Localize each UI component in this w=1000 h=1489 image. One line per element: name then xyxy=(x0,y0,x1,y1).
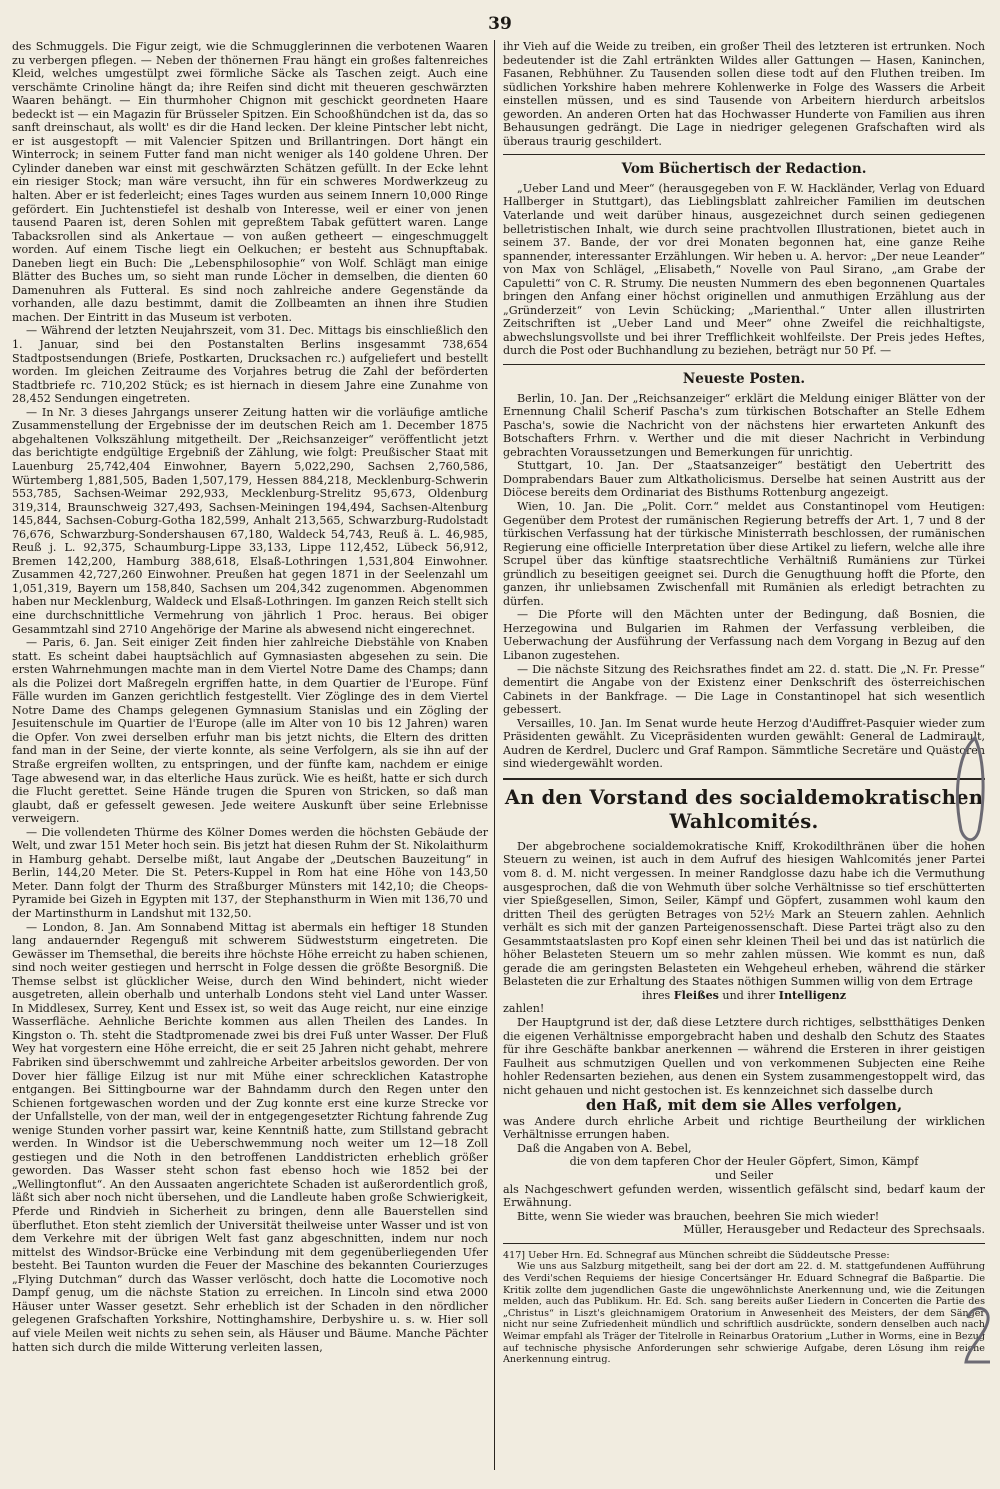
emphasis-word-1: Fleißes xyxy=(673,988,719,1002)
divider xyxy=(503,778,985,780)
article-london-flood: — London, 8. Jan. Am Sonnabend Mittag ist abermals ein heftiger 18 Stunden lang andauernder Regenguß mit schwerem Südweststurm eingetreten. Die Gewässer im Themsethal, die bereits ihre höchste Höhe erreicht zu haben schienen, sind noch weiter gestiegen und herrscht in Folge dessen die größte Besorgniß. Die Themse selbst ist glücklicher Weise, durch den Wind behindert, nicht wieder ausgetreten, allein oberhalb und unterhalb Londons steht viel Land unter Wasser. In Middlesex, Surrey, Kent und Essex ist, so weit das Auge reicht, nur eine einzige Wasserfläche. Aehnliche Berichte kommen aus allen Theilen des Landes. In Kingston o. Th. steht die Stadtpromenade zwei bis drei Fuß unter Wasser. Der Fluß Wey hat vorgestern eine Höhe erreicht, die er seit 25 Jahren nicht gehabt, mehrere Fabriken sind überschwemmt und zahlreiche Arbeiter arbeitslos geworden. Der von Dover hier fällige Eilzug ist nur mit Mühe einer schrecklichen Katastrophe entgangen. Bei Sittingbourne war der Bahndamm durch den Regen unter den Schienen fortgewaschen worden und der Zug konnte erst eine kurze Strecke vor der Unfallstelle, von der man, weil der in entgegengesetzter Richtung fahrende Zug wenige Stunden vorher passirt war, keine Kenntniß hatte, zum Stillstand gebracht werden. In Windsor ist die Ueberschwemmung noch weiter um 12—18 Zoll gestiegen und die Noth in den betroffenen Landdistricten erheblich größer geworden. Das Wasser steht schon fast ebenso hoch wie 1852 bei der „Wellingtonflut“. An den Aussaaten angerichtete Schaden ist außerordentlich groß, läßt sich aber noch nicht übersehen, und die Landleute haben große Schwierigkeit, Pferde und Rindvieh in Sicherheit zu bringen, denn alle Bauerstellen sind überfluthet. Eton steht ziemlich der Universität theilweise unter Wasser und ist von dem Verkehre mit der übrigen Welt fast ganz abgeschnitten, indem nur noch mittelst des Windsor-Brücke eine Verbindung mit dem gegenüberliegenden Ufer besteht. Bei Taunton wurden die Feuer der Maschine des bekannten Courierzuges „Flying Dutchman“ durch das Wasser verlöscht, doch hatte die Locomotive noch Dampf genug, um die nächste Station zu erreichen. In Lincoln sind etwa 2000 Häuser unter Wasser gesetzt. Sehr erheblich ist der Schaden in den nördlicher gelegenen Grafschaften Yorkshire, Nottinghamshire, Derbyshire u. s. w. Hier soll auf viele Meilen weit nichts zu sehen sein, als Häuser und Bäume. Manche Pächter hatten sich durch die milde Witterung verleiten lassen, xyxy=(12,920,488,1354)
news-vienna: Wien, 10. Jan. Die „Polit. Corr.“ meldet aus Constantinopel vom Heutigen: Gegenüber dem Protest der rumänischen Regierung betreffs der Art. 1, 7 und 8 der türkischen Verfassung hat der türkische Ministerrath beschlossen, der rumänischen Regierung eine officielle Interpretation über diese Artikel zu liefern, welche alle ihre Scrupel über das künftige staatsrechtliche Verhältniß Rumäniens zur Türkei gründlich zu beseitigen geeignet sei. Durch die Genugthuung hofft die Pforte, den ganzen, ihr unliebsamen Zwischenfall mit Rumänien als erledigt betrachten zu dürfen. xyxy=(503,499,985,608)
article-smuggling-museum: des Schmuggels. Die Figur zeigt, wie die Schmugglerinnen die verbotenen Waaren zu verbergen pflegen. — Neben der thönernen Frau hängt ein großes faltenreiches Kleid, welches umgestülpt zwei förmliche Säcke als Taschen zeigt. Auch eine verschämte Crinoline hängt da; ihre Reifen sind dicht mit theueren geschwärzten Waaren behängt. — Ein thurmhoher Chignon mit geschickt geordneten Haare bedeckt ist — ein Magazin für Brüsseler Spitzen. Ein Schooßhündchen ist da, das so sanft dreinschaut, als wollt' es dir die Hand lecken. Der kleine Pintscher lebt nicht, er ist ausgestopft — mit Valencier Spitzen und Brillantringen. Dort hängt ein Winterrock; in seinem Futter fand man nicht weniger als 140 goldene Uhren. Der Cylinder daneben war einst mit geschwärzten Schätzen gefüllt. In der Ecke lehnt ein riesiger Stock; man wäre versucht, ihn für ein schweres Mordwerkzeug zu halten. Aber er ist federleicht; eines Tages wurden aus seinem Innern 10,000 Ringe gefördert. Ein Juchtenstiefel ist deshalb von Interesse, weil er einer von jenen tausend Paaren ist, deren Sohlen mit gepreßtem Tabak gefüttert waren. Lange Tabacksrollen sind als Ankertaue — von außen getheert — eingeschmuggelt worden. Auf einem Tische liegt ein Oelkuchen; er besteht aus Schnupftabak. Daneben liegt ein Buch: Die „Lebensphilosophie“ von Wolf. Schlägt man einige Blätter des Buches um, so sieht man runde Löcher in demselben, die dienten 60 Damenuhren als Futteral. Es sind noch zahlreiche andere Gegenstände da vorhanden, alle dazu bestimmt, damit die Zollbeamten an ihnen ihre Studien machen. Der Eintritt in das Museum ist verboten. xyxy=(12,40,488,324)
letter-body-6: und Seiler xyxy=(714,1169,774,1183)
letter-body-8: Bitte, wenn Sie wieder was brauchen, beehren Sie mich wieder! xyxy=(517,1209,880,1223)
notice-schnegraf-body: Wie uns aus Salzburg mitgetheilt, sang bei der dort am 22. d. M. stattgefundenen Aufführung des Verdi'schen Requiems der hiesige Concertsänger Hr. Eduard Schnegraf die Baßpartie. Die Kritik zollte dem jugendlichen Gaste die ungewöhnlichste Anerkennung und, wie die Zeitungen melden, auch das Publikum. Hr. Ed. Sch. sang bereits außer Liedern in Concerten die Partie des „Christus“ in Liszt's gleichnamigem Oratorium in Anwesenheit des Meisters, der dem Sänger nicht nur seine Zufriedenheit mündlich und schriftlich ausdrückte, sondern denselben auch nach Weimar empfahl als Träger der Titelrolle in Reinarbus Oratorium „Luther in Worms, eine in Bezug auf technische physische Anforderungen sehr schwierige Aufgabe, deren Lösung ihm reiche Anerkennung eintrug. xyxy=(503,1261,985,1366)
divider xyxy=(503,364,985,365)
heading-books: Vom Büchertisch der Redaction. xyxy=(621,161,867,178)
article-census: — In Nr. 3 dieses Jahrgangs unserer Zeitung hatten wir die vorläufige amtliche Zusammenstellung der Ergebnisse der im deutschen Reich am 1. December 1875 abgehaltenen Volkszählung mitgetheilt. Der „Reichsanzeiger“ veröffentlicht jetzt das berichtigte endgültige Ergebniß der Zählung, wie folgt: Preußischer Staat mit Lauenburg 25,742,404 Einwohner, Bayern 5,022,290, Sachsen 2,760,586, Würtemberg 1,881,505, Baden 1,507,179, Hessen 884,218, Mecklenburg-Schwerin 553,785, Sachsen-Weimar 292,933, Mecklenburg-Strelitz 95,673, Oldenburg 319,314, Braunschweig 327,493, Sachsen-Meiningen 194,494, Sachsen-Altenburg 145,844, Sachsen-Coburg-Gotha 182,599, Anhalt 213,565, Schwarzburg-Rudolstadt 76,676, Schwarzburg-Sondershausen 67,180, Waldeck 54,743, Reuß ä. L. 46,985, Reuß j. L. 92,375, Schaumburg-Lippe 33,133, Lippe 112,452, Lübeck 56,912, Bremen 142,200, Hamburg 388,618, Elsaß-Lothringen 1,531,804 Einwohner. Zusammen 42,727,260 Einwohner. Preußen hat gegen 1871 in der Seelenzahl um 1,051,319, Bayern um 158,840, Sachsen um 204,342 zugenommen. Abgenommen haben nur Mecklenburg, Waldeck und Elsaß-Lothringen. Im ganzen Reich stellt sich eine durchschnittliche Vermehrung von jährlich 1 Proc. heraus. Bei obiger Gesammtzahl sind 2710 Angehörige der Marine als abwesend nicht eingerechnet. xyxy=(12,405,488,636)
emphasis-join: und ihrer xyxy=(722,988,776,1002)
heading-open-letter: An den Vorstand des socialdemokratischen Wahlcomités. xyxy=(504,785,984,833)
page-number: 39 xyxy=(488,14,512,34)
handwritten-number-icon xyxy=(962,1300,998,1380)
news-stuttgart: Stuttgart, 10. Jan. Der „Staatsanzeiger“ bestätigt den Uebertritt des Domprabendars Bauer zum Altkatholicismus. Derselbe hat seinen Austritt aus der Diöcese bereits dem Ordinariat des Bisthums Rottenburg angezeigt. xyxy=(503,459,985,500)
letter-body-3: was Andere durch ehrliche Arbeit und richtige Beurtheilung der wirklichen Verhältnisse errungen haben. xyxy=(503,1114,985,1142)
news-berlin: Berlin, 10. Jan. Der „Reichsanzeiger“ erklärt die Meldung einiger Blätter von der Ernennung Chalil Scherif Pascha's zum türkischen Botschafter an Stelle Edhem Pascha's, sowie die Nachricht von der nächstens hier erwarteten Ankunft des Botschafters Frhrn. v. Werther und die mit dieser Nachricht in Verbindung gebrachten Voraussetzungen und Bemerkungen für unrichtig. xyxy=(503,391,985,459)
letter-body-1: Der abgebrochene socialdemokratische Kniff, Krokodilthränen über die hohen Steuern zu weinen, ist auch in dem Aufruf des hiesigen Wahlcomités jener Partei vom 8. d. M. nicht vergessen. In meiner Randglosse dazu habe ich die Vermuthung ausgesprochen, daß die von Wehmuth über solche Verhältnisse so tief erschütterten vier Spießgesellen, Simon, Seiler, Kämpf und Göpfert, zusammen wohl kaum den dritten Theil des gerügten Betrages von 52½ Mark an Steuern zahlen. Aehnlich verhält es sich mit der ganzen Parteigenossenschaft. Diese Partei trägt also zu den Gesammtstaatslasten pro Kopf einen sehr kleinen Theil bei und das ist natürlich die höher Belasteten Steuern um so mehr zahlen müssen. Wie kommt es nun, daß gerade die am geringsten Belasteten ein Wehgeheul erheben, während die stärker Belasteten die zur Erhaltung des Staates nöthigen Summen willig von dem Ertrage xyxy=(503,839,985,989)
letter-body-7: als Nachgeschwert gefunden werden, wissentlich gefälscht sind, bedarf kaum der Erwähnung. xyxy=(503,1182,985,1210)
emphasis-prefix: ihres xyxy=(641,988,671,1002)
news-versailles: Versailles, 10. Jan. Im Senat wurde heute Herzog d'Audiffret-Pasquier wieder zum Präsidenten gewählt. Zu Vicepräsidenten wurden gewählt: General de Ladmirault, Audren de Kerdrel, Duclerc und Graf Rampon. Sämmtliche Secretäre und Quästoren sind wiedergewählt worden. xyxy=(503,716,985,771)
signature: Müller, Herausgeber und Redacteur des Sprechsaals. xyxy=(683,1223,985,1237)
article-cologne-cathedral: — Die vollendeten Thürme des Kölner Domes werden die höchsten Gebäude der Welt, und zwar 151 Meter hoch sein. Bis jetzt hat diesen Ruhm der St. Nikolaithurm in Hamburg gehabt. Derselbe mißt, laut Angabe der „Deutschen Bauzeitung“ in Berlin, 144,20 Meter. Die St. Peters-Kuppel in Rom hat eine Höhe von 143,50 Meter. Dann folgt der Thurm des Straßburger Münsters mit 142,10; die Cheops-Pyramide bei Gizeh in Egypten mit 137, der Stephansthurm in Wien mit 136,70 und der Martinsthurm in Landshut mit 132,50. xyxy=(12,825,488,920)
article-book-review: „Ueber Land und Meer“ (herausgegeben von F. W. Hackländer, Verlag von Eduard Hallberger in Stuttgart), das Lieblingsblatt zahlreicher Familien im deutschen Vaterlande und weit darüber hinaus, ausgezeichnet durch seinen gediegenen belletristischen Inhalt, wie durch seine prachtvollen Illustrationen, bietet auch in seinem 37. Bande, der vor drei Monaten begonnen hat, eine ganze Reihe spannender, interessanter Erzählungen. Wir heben u. A. hervor: „Der neue Leander“ von Max von Schlägel, „Elisabeth,“ Novelle von Paul Sirano, „am Grabe der Capuletti“ von C. R. Strumy. Die neusten Nummern des eben begonnenen Quartales bringen den Anfang einer höchst originellen und anmuthigen Erzählung aus der „Gründerzeit“ von Levin Schücking; „Marienthal.“ Unter allen illustrirten Zeitschriften ist „Ueber Land und Meer“ ohne Zweifel die reichhaltigste, abwechslungsvollste und bei ihrer Trefflichkeit wohlfeilste. Der Preis jedes Heftes, durch die Post oder Buchhandlung zu beziehen, beträgt nur 50 Pf. — xyxy=(503,181,985,358)
news-porte: — Die Pforte will den Mächten unter der Bedingung, daß Bosnien, die Herzegowina und Bulgarien im Rahmen der Verfassung verbleiben, die Ueberwachung der Ausführung der Verfassung nach dem Vorgang in Bezug auf den Libanon zugestehen. xyxy=(503,608,985,662)
letter-zahlen: zahlen! xyxy=(503,1002,545,1016)
divider xyxy=(503,1243,985,1244)
news-reichsrath: — Die nächste Sitzung des Reichsrathes findet am 22. d. statt. Die „N. Fr. Presse“ dementirt die Angabe von der Existenz einer Denkschrift des österreichischen Cabinets in der Bankfrage. — Die Lage in Constantinopel hat sich wesentlich gebessert. xyxy=(503,662,985,717)
letter-hate-line: den Haß, mit dem sie Alles verfolgen, xyxy=(585,1096,903,1115)
column-divider xyxy=(494,40,495,1470)
divider xyxy=(503,154,985,155)
notice-schnegraf-intro: 417] Ueber Hrn. Ed. Schnegraf aus München schreibt die Süddeutsche Presse: xyxy=(503,1249,890,1261)
letter-body-4: Daß die Angaben von A. Bebel, xyxy=(517,1141,692,1155)
letter-emphasis xyxy=(503,989,985,1003)
article-flood-continued: ihr Vieh auf die Weide zu treiben, ein großer Theil des letzteren ist ertrunken. Noch bedeutender ist die Zahl ertränkten Wildes aller Gattungen — Hasen, Kaninchen, Fasanen, Rebhühner. Zu Tausenden sollen diese todt auf den Fluthen treiben. Im südlichen Yorkshire haben mehrere Kohlenwerke in Folge des Wassers die Arbeit einstellen müssen, und es sind Tausende von Arbeitern hierdurch arbeitslos geworden. An anderen Orten hat das Hochwasser Hunderte von Familien aus ihren Behausungen gedrängt. Die Lage in niedriger gelegenen Grafschaften wird als überaus traurig geschildert. xyxy=(503,40,985,148)
right-column xyxy=(503,40,985,1470)
left-column xyxy=(12,40,488,1470)
emphasis-word-2: Intelligenz xyxy=(778,988,847,1002)
pencil-mark-icon xyxy=(945,730,997,850)
article-paris: — Paris, 6. Jan. Seit einiger Zeit finden hier zahlreiche Diebstähle von Knaben statt. Es scheint dabei hauptsächlich auf Gymnasiasten abgesehen zu sein. Die ersten Wahrnehmungen machte man in dem Viertel Notre Dame des Champs; dann als die Polizei dort Maßregeln ergriffen hatte, in dem Quartier de l'Europe. Fünf Fälle wurden im Ganzen gerichtlich festgestellt. Vier Zöglinge des in dem Viertel Notre Dame des Champs gelegenen Gymnasium Stanislas und ein Zögling der Jesuitenschule im Quartier de l'Europe (alle im Alter von 10 bis 12 Jahren) waren die Opfer. Von zwei derselben erfuhr man bis jetzt nichts, die Eltern des dritten fand man in der Seine, der vierte konnte, als seine Verfolgern, als sie ihn auf der Straße ergreifen wollten, zu entspringen, und der fünfte kam, nachdem er einige Tage abwesend war, in das elterliche Haus zurück. Wie es heißt, hatte er sich durch die Flucht gerettet. Seine Hände trugen die Spuren von Stricken, so daß man glaubt, daß er gefesselt gewesen. Jede weitere Auskunft über seine Erlebnisse verweigern. xyxy=(12,636,488,826)
letter-body-2: Der Hauptgrund ist der, daß diese Letztere durch richtiges, selbstthätiges Denken die eigenen Verhältnisse emporgebracht haben und deshalb den Schutz des Staates für ihre Geschäfte bankbar anerkennen — während die Ersteren in ihrer geistigen Faulheit aus schmutzigen Quellen und von verkommenen Subjecten eine Reihe hohler Redensarten beziehen, aus denen ein System zusammengestoppelt wird, das nicht gehauen und nicht gestochen ist. Es kennzeichnet sich dasselbe durch xyxy=(503,1016,985,1097)
heading-news: Neueste Posten. xyxy=(682,371,806,388)
letter-body-5: die von dem tapferen Chor der Heuler Göpfert, Simon, Kämpf xyxy=(569,1155,919,1169)
article-berlin-post: — Während der letzten Neujahrszeit, vom 31. Dec. Mittags bis einschließlich den 1. Januar, sind bei den Postanstalten Berlins insgesammt 738,654 Stadtpostsendungen (Briefe, Postkarten, Drucksachen rc.) aufgeliefert und bestellt worden. Im gleichen Zeitraume des Vorjahres betrug die Zahl der beförderten Stadtbriefe rc. 710,202 Stück; es ist hiernach in diesem Jahre eine Zunahme von 28,452 Sendungen eingetreten. xyxy=(12,324,488,406)
